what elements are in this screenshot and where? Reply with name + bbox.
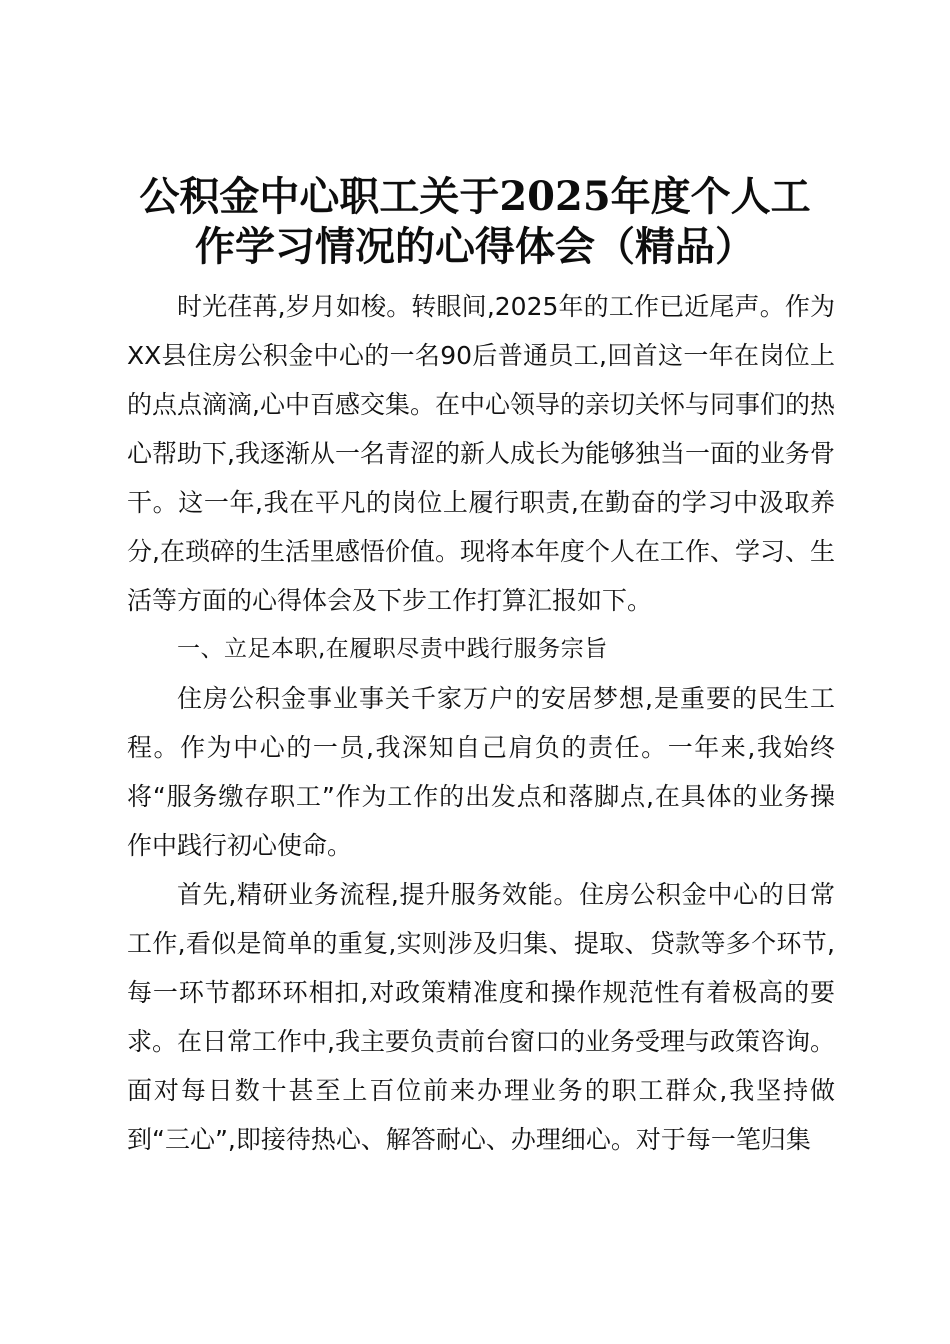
paragraph-first-point: 首先,精研业务流程,提升服务效能。住房公积金中心的日常工作,看似是简单的重复,实则涉及归集、提取、贷款等多个环节,每一环节都环环相扣,对政策精准度和操作规范性有着极高的要求。在日常工作中,我主要负责前台窗口的业务受理与政策咨询。面对每日数十甚至上百位前来办理业务的职工群众,我坚持做到“三心”,即接待热心、解答耐心、办理细心。对于每一笔归集 [127, 880, 835, 1154]
paragraph-intro: 时光荏苒,岁月如梭。转眼间,2025年的工作已近尾声。作为XX县住房公积金中心的一名90后普通员工,回首这一年在岗位上的点点滴滴,心中百感交集。在中心领导的亲切关怀与同事们的热心帮助下,我逐渐从一名青涩的新人成长为能够独当一面的业务骨干。这一年,我在平凡的岗位上履行职责,在勤奋的学习中汲取养分,在琐碎的生活里感悟价值。现将本年度个人在工作、学习、生活等方面的心得体会及下步工作打算汇报如下。 [127, 292, 835, 615]
title-line-1: 公积金中心职工关于2025年度个人工 [139, 173, 811, 220]
section-heading-1: 一、立足本职,在履职尽责中践行服务宗旨 [177, 636, 608, 662]
paragraph-section-1: 住房公积金事业事关千家万户的安居梦想,是重要的民生工程。作为中心的一员,我深知自己肩负的责任。一年来,我始终将“服务缴存职工”作为工作的出发点和落脚点,在具体的业务操作中践行初心使命。 [127, 684, 835, 860]
document-title [100, 172, 850, 272]
title-line-2: 作学习情况的心得体会（精品） [195, 223, 755, 270]
document-body [127, 282, 835, 1164]
